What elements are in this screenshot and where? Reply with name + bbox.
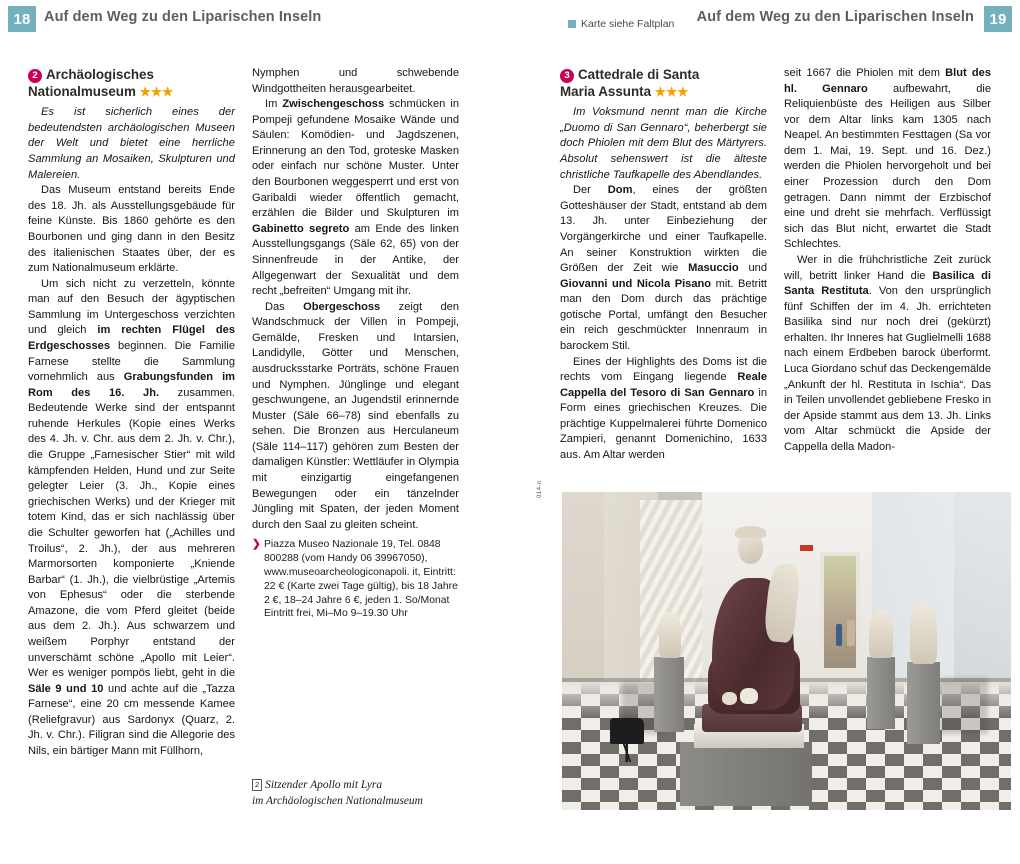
text-column-4 xyxy=(784,66,991,455)
rating-stars: ★★★ xyxy=(654,85,689,100)
museum-info-block xyxy=(252,538,459,621)
photo-block xyxy=(536,480,1011,810)
map-square-icon xyxy=(568,20,576,28)
section-title-line1: Archäologisches xyxy=(46,67,154,82)
cathedral-paragraph-1: Der Dom, eines der größten Gotteshäuser der Stadt, entstand ab dem 13. Jh. unter Einbeziehung der Vorgängerkirche und einer Taufkapelle. An seiner Konstruktion wirkten die Größen der Zeit wie Masuccio und Giovanni und Nicola Pisano mit. Betritt man den Dom durch das prächtige gotische Portal, umfängt den Besucher ein reich geschmückter Innenraum in barockem Stil. xyxy=(560,184,767,352)
museum-info-text: Piazza Museo Nazionale 19, Tel. 0848 800288 (vom Handy 06 39967050), www.museoarcheologiconapoli. it, Eintritt: 22 € (Karte zwei Tage gültig), bis 18 Jahre 2 €, 18–24 Jahre 6 €, jeden 1. So/Monat Eintritt frei, Mi–Mo 9–19.30 Uhr xyxy=(264,539,458,620)
section-number-badge: 2 xyxy=(28,69,42,83)
section-heading-museum xyxy=(28,66,235,100)
photo-caption xyxy=(252,778,467,809)
running-head-title-left: Auf dem Weg zu den Liparischen Inseln xyxy=(44,9,322,25)
section-number-badge: 3 xyxy=(560,69,574,83)
museum-lead-paragraph: Es ist sicherlich eines der bedeutendsten archäologischen Museen der Welt und bietet eine herrliche Sammlung an Mosaiken, Skulpturen und Malereien. xyxy=(28,106,235,181)
museum-gallery-photo xyxy=(562,492,1011,810)
text-column-2 xyxy=(252,66,459,621)
running-head-left xyxy=(0,0,510,32)
museum-paragraph-2: Um sich nicht zu verzetteln, könnte man auf den Besuch der ägyptischen Sammlung im Untergeschoss verzichten und gleich im rechten Flügel des Erdgeschosses beginnen. Die Familie Farnese stellte die Sammlung vornehmlich aus Grabungsfunden im Rom des 16. Jh. zusammen. Bedeutende Werke sind der entspannt ruhende Herkules (Kopie eines Werks des 4. Jh. v. Chr. aus dem 2. Jh. v. Chr.), die Gruppe „Farnesischer Stier“ mit wild kämpfenden Helden, Hund und zur Seite gelegter Leier (3. Jh., Kopie eines griechischen Werks) und der Krieger mit totem Kind, das er sich nachlässig über die Schulter geworfen hat („Achilles und Troilus“, 2. Jh.), der aus mehreren Marmorsorten komponierte „Kniende Barbar“ (1. Jh.), die vielbrüstige „Artemis von Ephesus“ oder die sterbende Amazone, die vom Pferd gleitet (beide aus dem 2. Jh.). Aus schwarzem und weißem Porphyr entstand der unverschämt schöne „Apollo mit Leier“. Wer es weniger pompös liebt, geht in die Säle 9 und 10 und achte auf die „Tazza Farnese“, eine 20 cm messende Kamee (Reliefgravur) aus Sardonyx (Quarz, 2. Jh. v. Chr.). Filigran sind die Allegorie des Nils, ein bärtiger Mann mit Füllhorn, xyxy=(28,277,236,758)
section-title-line1: Cattedrale di Santa xyxy=(578,67,700,82)
section-title-line2: Nationalmuseum xyxy=(28,84,136,100)
text-column-1 xyxy=(28,66,235,760)
map-hint-label: Karte siehe Faltplan xyxy=(581,18,675,30)
cathedral-paragraph-4: Wer in die frühchristliche Zeit zurück will, betritt linker Hand die Basilica di Santa Restituta. Von den ursprünglich fünf Schiffen der im 4. Jh. errichteten Basilika sind nur noch drei (gekürzt) erhalten. Ihr Inneres hat Guglielmelli 1688 nach einem Erdbeben barock überformt. Luca Giordano schuf das Deckengemälde „Ankunft der hl. Restituta in Ischia“. Das in Teilen unvollendet gebliebene Fresko in der Apside stammt aus dem 13. Jh. Links vom Altar schmückt die Apside der Cappella della Madon- xyxy=(784,253,991,453)
museum-paragraph-5: Das Obergeschoss zeigt den Wandschmuck der Villen in Pompeji, Gemälde, Fresken und Intarsien, Landidylle, Götter und Menschen, ausdrucksstarke Porträts, schöne Frauen und Nymphen. Jünglinge und elegant geschwungene, an Jugendstil erinnernde Muster (Säle 66–78) sind ebenfalls zu sehen. Die Bronzen aus Herculaneum (Säle 114–117) gehören zum Besten der damaligen Künstler: Wettläufer in Olympia mit einzigartig eingefangenen Bewegungen oder ein tänzelnder Jüngling mit Spaten, der jeden Moment durch den Saal zu gleiten scheint. xyxy=(252,300,460,531)
museum-paragraph-1: Das Museum entstand bereits Ende des 18. Jh. als Ausstellungsgebäude für feine Künste. Bis 1860 gehörte es den Bourbonen und ging dann in den Besitz des italienischen Staates über, der es zum Nationalmuseum erklärte. xyxy=(28,184,235,275)
caption-number: 2 xyxy=(252,779,262,791)
caption-line2: im Archäologischen Nationalmuseum xyxy=(252,794,423,807)
caption-line1: Sitzender Apollo mit Lyra xyxy=(265,779,383,791)
cathedral-paragraph-3: seit 1667 die Phiolen mit dem Blut des hl. Gennaro aufbewahrt, die Reliquienbüste des Heiligen aus Silber vor dem Altar links kam 1305 nach Neapel. An bestimmten Festtagen (Sa vor dem 1. Mai, 19. Sept. und 16. Dez.) werden die Phiolen hervorgeholt und bei einer Prozession durch den Dom getragen. Dann nimmt der Erzbischof eine und dreht sie mehrfach. Verflüssigt sich das Blut nicht, erwartet die Stadt Schlechtes. xyxy=(784,67,991,251)
chevron-right-icon: ❯ xyxy=(252,538,261,551)
running-head-title-right: Auf dem Weg zu den Liparischen Inseln xyxy=(696,9,974,25)
text-column-3 xyxy=(560,66,767,464)
museum-paragraph-3: Nymphen und schwebende Windgottheiten herausgearbeitet. xyxy=(252,67,459,95)
rating-stars: ★★★ xyxy=(139,85,174,100)
section-title-line2: Maria Assunta xyxy=(560,84,652,100)
folio-right: 19 xyxy=(984,6,1012,32)
photo-credit: 014-n xyxy=(536,480,543,498)
cathedral-lead-paragraph: Im Voksmund nennt man die Kirche „Duomo di San Gennaro“, beherbergt sie doch Phiolen mit dem Blut des Märtyrers. Absolut sehenswert ist die älteste christliche Taufkapelle des Abendlandes. xyxy=(560,106,767,181)
museum-paragraph-4: Im Zwischengeschoss schmücken in Pompeji gefundene Mosaike Wände und Säulen: Komödien- und Jagdszenen, Erinnerung an den Tod, groteske Masken oder einfach nur schöne Muster. Unter den Bourbonen weggesperrt und erst von Garibaldi wieder öffentlich gemacht, erzählen die Bilder und Skulpturen im Gabinetto segreto am Ende des linken Ausstellungsgangs (Säle 62, 65) von der Sinnenfreude in der Antike, der Allgegenwart der Sexualität und dem recht „befreiten“ Umgang mit ihr. xyxy=(252,98,459,298)
cathedral-paragraph-2: Eines der Highlights des Doms ist die rechts vom Eingang liegende Reale Cappella del Tesoro di San Gennaro in Form eines griechischen Kreuzes. Die prächtige Kuppelmalerei führte Domenico Zampieri, genannt Domenichino, 1633 aus. Am Altar werden xyxy=(560,355,767,462)
folio-left: 18 xyxy=(8,6,36,32)
section-heading-cathedral xyxy=(560,66,767,100)
map-hint xyxy=(568,18,674,30)
